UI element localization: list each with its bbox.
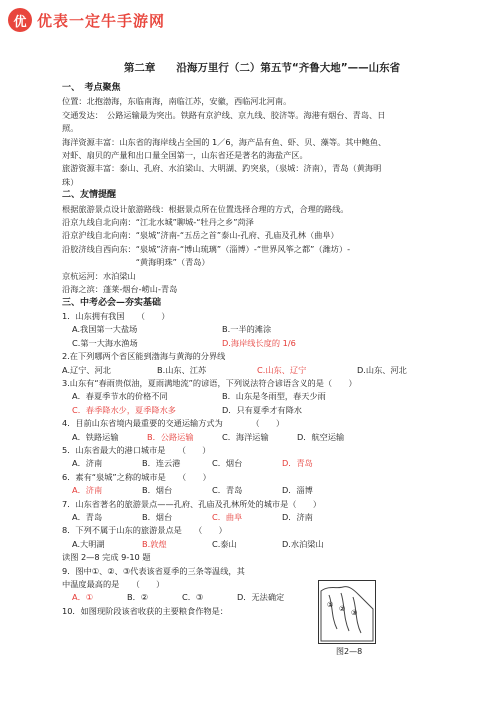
- question-3-options-row1: [62, 390, 462, 403]
- option-d: D．无法确定: [237, 592, 285, 603]
- option-d-answer: D．青岛: [282, 458, 313, 469]
- option-c-answer: C．春季降水少，夏季降水多: [72, 404, 176, 415]
- text-line: 照。: [62, 123, 79, 134]
- option-a-answer: A．①: [72, 592, 94, 603]
- text-line: 根据旅游景点设计旅游路线：根据景点所在位置选择合理的方式，合理的路线。: [62, 203, 349, 214]
- question-6-stem: 6．素有“泉城”之称的城市是 （ ）: [62, 471, 211, 482]
- option-d: D.山东、河北: [357, 364, 407, 375]
- section-1-body: [62, 95, 462, 189]
- text-line: 珠）: [62, 176, 79, 187]
- question-7-options: [62, 511, 462, 524]
- question-6-options: [62, 484, 462, 497]
- option-c: C.第一大海水渔场: [72, 337, 138, 348]
- text-line: 京杭运河：水泊梁山: [62, 270, 136, 281]
- option-a: A.大明湖: [72, 538, 105, 549]
- question-1-options-row2: [62, 337, 462, 350]
- option-a: A．铁路运输: [72, 431, 119, 442]
- text-line: 沿京沪线自北向南：“泉城”济南-“五岳之首”泰山-孔府、孔庙及孔林（曲阜）: [62, 230, 339, 241]
- logo-text: 优表一定牛手游网: [37, 11, 166, 30]
- map-figure: [318, 580, 376, 644]
- question-1-options-row1: [62, 323, 462, 336]
- isotherm-label-3: ③: [351, 609, 358, 617]
- question-2-options: [62, 364, 462, 377]
- question-5-options: [62, 457, 462, 470]
- option-a: A．济南: [72, 458, 103, 469]
- text-line: 沿海之滨：蓬莱-烟台-崂山-青岛: [62, 284, 178, 295]
- option-a: A．青岛: [72, 512, 103, 522]
- isotherm-label-1: ①: [327, 601, 334, 609]
- section-heading-1: 一、 考点聚焦: [62, 83, 121, 93]
- question-7-stem: 7．山东省著名的旅游景点——孔府、孔庙及孔林所处的城市是（ ）: [62, 498, 322, 509]
- site-logo[interactable]: [8, 6, 165, 34]
- question-1-stem: 1．山东拥有我国 （ ）: [62, 310, 170, 321]
- document-page: [62, 60, 462, 618]
- question-3-options-row2: [62, 404, 462, 417]
- option-b: B.山东、江苏: [157, 364, 207, 375]
- option-c: C．③: [182, 592, 204, 603]
- question-10-stem: 10．如图现阶段该省收获的主要粮食作物是：: [62, 605, 228, 616]
- option-b-answer: B.敦煌: [142, 538, 167, 549]
- option-b: B．连云港: [142, 458, 181, 469]
- text-line: 沿胶济线自西向东：“泉城”济南-“博山琉璃”（淄博）-“世界风筝之都”（潍坊）-: [62, 243, 351, 254]
- option-c: C．海洋运输: [222, 431, 269, 442]
- option-b: B．②: [127, 592, 149, 603]
- text-line: 海洋资源丰富：山东省的海岸线占全国的 1／6，海产品有鱼、虾、贝、藻等。其中鲍鱼、: [62, 136, 387, 147]
- logo-badge-icon: 优: [8, 8, 32, 32]
- option-a-answer: A．济南: [72, 485, 103, 496]
- isotherm-label-2: ②: [339, 605, 346, 613]
- read-figure-instruction: 读图 2—8 完成 9-10 题: [62, 552, 151, 563]
- section-2-body: [62, 203, 462, 297]
- option-b: B．烟台: [142, 512, 173, 522]
- option-c-answer: C.山东、辽宁: [257, 364, 307, 375]
- text-line: 位置：北抱渤海，东临南海，南临江苏，安徽，西临河北河南。: [62, 96, 292, 107]
- option-b: B．山东是冬雨型，春天少雨: [222, 391, 326, 402]
- option-d: D．只有夏季才有降水: [222, 404, 302, 415]
- section-heading-2: 二、友情提醒: [62, 190, 117, 201]
- question-2-stem: 2.在下列哪两个省区能到渤海与黄海的分界线: [62, 351, 226, 362]
- option-a: A.我国第一大盐场: [72, 324, 138, 335]
- page-title: 第二章 沿海万里行（二）第五节“齐鲁大地”——山东省: [123, 62, 401, 74]
- isotherm-map-icon: [319, 581, 375, 643]
- question-4-options: [62, 431, 462, 444]
- option-b: B.一半的滩涂: [222, 324, 272, 335]
- question-8-options: [62, 538, 462, 551]
- option-a: A.辽宁、河北: [62, 364, 111, 375]
- question-9-stem-cont: 中温度最高的是 （ ）: [62, 579, 165, 590]
- option-c: C．青岛: [212, 485, 243, 496]
- option-d-answer: D.海岸线长度的 1/6: [222, 337, 296, 348]
- option-c-answer: C．曲阜: [212, 512, 243, 522]
- question-8-stem: 8．下列不属于山东的旅游景点是 （ ）: [62, 525, 227, 536]
- option-c: C.泰山: [212, 538, 237, 549]
- question-9-stem: 9．图中①、②、③代表该省夏季的三条等温线，其: [62, 565, 245, 576]
- option-d: D．航空运输: [297, 431, 345, 442]
- option-d: D．淄博: [282, 485, 313, 496]
- figure-caption: 图2—8: [336, 647, 363, 656]
- question-5-stem: 5．山东省最大的港口城市是 （ ）: [62, 444, 211, 455]
- question-9-options: [62, 591, 462, 604]
- question-4-stem: 4．目前山东省境内最重要的交通运输方式为 （ ）: [62, 418, 285, 429]
- text-line: 对虾、扇贝的产量和出口量全国第一，山东省还是著名的海盐产区。: [62, 150, 308, 161]
- text-line: 交通发达： 公路运输最为突出。铁路有京沪线、京九线、胶济等。海港有烟台、青岛、日: [62, 109, 386, 120]
- option-d: D.水泊梁山: [282, 538, 324, 549]
- option-a: A．春夏季节水的价格不同: [72, 391, 168, 402]
- option-b: B．烟台: [142, 485, 173, 496]
- question-3-stem: 3.山东有“春雨贵似油，夏雨满地流”的谚语，下列说法符合谚语含义的是（ ）: [62, 377, 357, 388]
- option-b-answer: B．公路运输: [147, 431, 194, 442]
- option-c: C．烟台: [212, 458, 243, 469]
- option-d: D．济南: [282, 512, 313, 522]
- text-line: 沿京九线自北向南：“江北水城”聊城-“牡丹之乡”菏泽: [62, 217, 254, 228]
- text-line: 旅游资源丰富：泰山、孔府、水泊梁山、大明湖、趵突泉，（泉城：济南），青岛（黄海明: [62, 163, 382, 174]
- section-heading-3: 三、中考必会—夯实基础: [62, 297, 162, 308]
- text-line: “黄海明珠”（青岛）: [62, 257, 210, 268]
